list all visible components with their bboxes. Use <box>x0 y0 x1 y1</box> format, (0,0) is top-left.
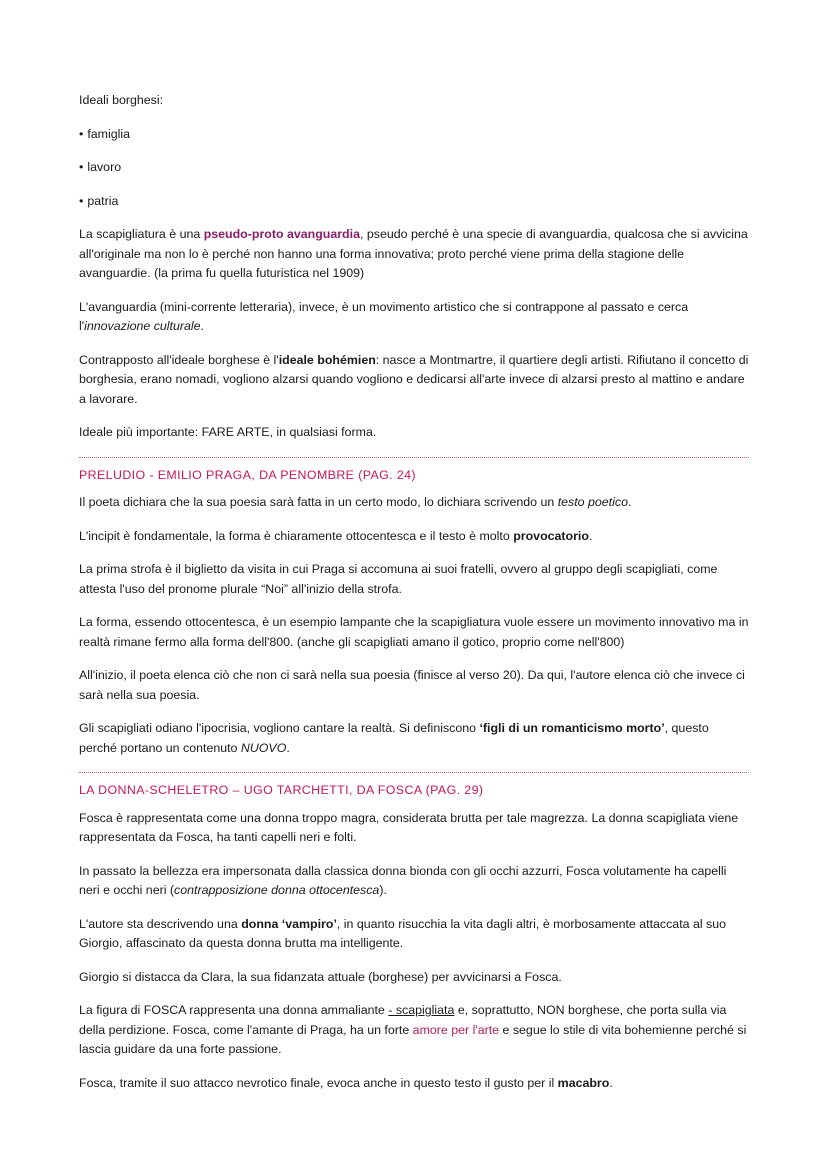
paragraph: Fosca è rappresentata come una donna troppo magra, considerata brutta per tale magrezza. La donna scapigliata viene rappresentata da Fosca, ha tanti capelli neri e folti. <box>79 810 739 844</box>
paragraph: L'autore sta descrivendo una donna ‘vampiro’, in quanto risucchia la vita dagli altri, è morbosamente attaccata al suo Giorgio, affascinato da questa donna brutta ma intelligente. <box>79 916 727 950</box>
highlight-term: pseudo-proto avanguardia <box>203 227 360 241</box>
bullet-dot: • <box>79 126 84 141</box>
italic-term: NUOVO <box>240 740 287 755</box>
section-divider <box>79 772 749 773</box>
highlight-term: amore per l'arte <box>412 1022 500 1037</box>
intro-title: Ideali borghesi: <box>79 93 164 107</box>
paragraph: La prima strofa è il biglietto da visita in cui Praga si accomuna ai suoi fratelli, ovvero al gruppo degli scapigliati, come attesta l'uso del pronome plurale “Noi” all'inizio della strofa. <box>79 562 718 596</box>
paragraph: Il poeta dichiara che la sua poesia sarà fatta in un certo modo, lo dichiara scrivendo un testo poetico. <box>79 495 632 509</box>
bold-term: ideale bohémien <box>278 352 376 367</box>
paragraph: La figura di FOSCA rappresenta una donna ammaliante - scapigliata e, soprattutto, NON borghese, che porta sulla via della perdizione. Fosca, come l'amante di Praga, ha un forte amore per l'arte e segue lo stile di vita bohemienne perché si lascia guidare da una forte passione. <box>79 1003 747 1056</box>
paragraph: Gli scapigliati odiano l'ipocrisia, vogliono cantare la realtà. Si definiscono ‘figli di un romanticismo morto’, questo perché portano un contenuto NUOVO. <box>79 721 709 755</box>
bullet-dot: • <box>79 193 84 208</box>
paragraph: In passato la bellezza era impersonata dalla classica donna bionda con gli occhi azzurri, Fosca volutamente ha capelli neri e occhi neri (contrapposizione donna ottocentesca). <box>79 863 727 897</box>
document-body <box>79 91 749 1107</box>
paragraph: Ideale più importante: FARE ARTE, in qualsiasi forma. <box>79 425 377 439</box>
section-heading: PRELUDIO - EMILIO PRAGA, DA PENOMBRE (PAG. 24) <box>79 467 416 482</box>
paragraph: Fosca, tramite il suo attacco nevrotico finale, evoca anche in questo testo il gusto per il macabro. <box>79 1075 613 1090</box>
italic-term: testo poetico <box>557 495 628 509</box>
bold-term: ‘figli di un romanticismo morto’ <box>479 721 665 735</box>
paragraph: L'avanguardia (mini-corrente letteraria), invece, è un movimento artistico che si contrappone al passato e cerca l'innovazione culturale. <box>79 299 689 333</box>
paragraph: All'inizio, il poeta elenca ciò che non ci sarà nella sua poesia (finisce al verso 20). Da qui, l'autore elenca ciò che invece ci sarà nella sua poesia. <box>79 668 745 702</box>
underlined-term: - scapigliata <box>388 1003 455 1017</box>
bullet-item: • patria <box>79 193 119 208</box>
section-divider <box>79 457 749 458</box>
paragraph: Contrapposto all'ideale borghese è l'ideale bohémien: nasce a Montmartre, il quartiere degli artisti. Rifiutano il concetto di borghesia, erano nomadi, vogliono alzarsi quando vogliono e dedicarsi all'arte invece di alzarsi presto al mattino e andare a lavorare. <box>79 352 749 406</box>
paragraph: La forma, essendo ottocentesca, è un esempio lampante che la scapigliatura vuole essere un movimento innovativo ma in realtà rimane fermo alla forma dell'800. (anche gli scapigliati amano il gotico, proprio come nell'800) <box>79 615 749 649</box>
paragraph: L'incipit è fondamentale, la forma è chiaramente ottocentesca e il testo è molto provocatorio. <box>79 528 593 543</box>
paragraph: La scapigliatura è una pseudo-proto avanguardia, pseudo perché è una specie di avanguardia, qualcosa che si avvicina all'originale ma non lo è perché non hanno una forma innovativa; proto perché viene prima della stagione delle avanguardie. (la prima fu quella futuristica nel 1909) <box>79 227 748 280</box>
bullet-item: • famiglia <box>79 126 131 141</box>
bullet-dot: • <box>79 160 84 174</box>
italic-term: innovazione culturale <box>84 319 201 333</box>
bold-term: macabro <box>557 1075 610 1090</box>
bullet-item: • lavoro <box>79 160 122 174</box>
bold-term: provocatorio <box>513 528 589 543</box>
italic-term: contrapposizione donna ottocentesca <box>174 883 380 897</box>
bold-term: donna ‘vampiro’ <box>241 916 337 931</box>
section-heading: LA DONNA-SCHELETRO – UGO TARCHETTI, DA FOSCA (PAG. 29) <box>79 783 484 797</box>
paragraph: Giorgio si distacca da Clara, la sua fidanzata attuale (borghese) per avvicinarsi a Fosca. <box>79 969 562 984</box>
